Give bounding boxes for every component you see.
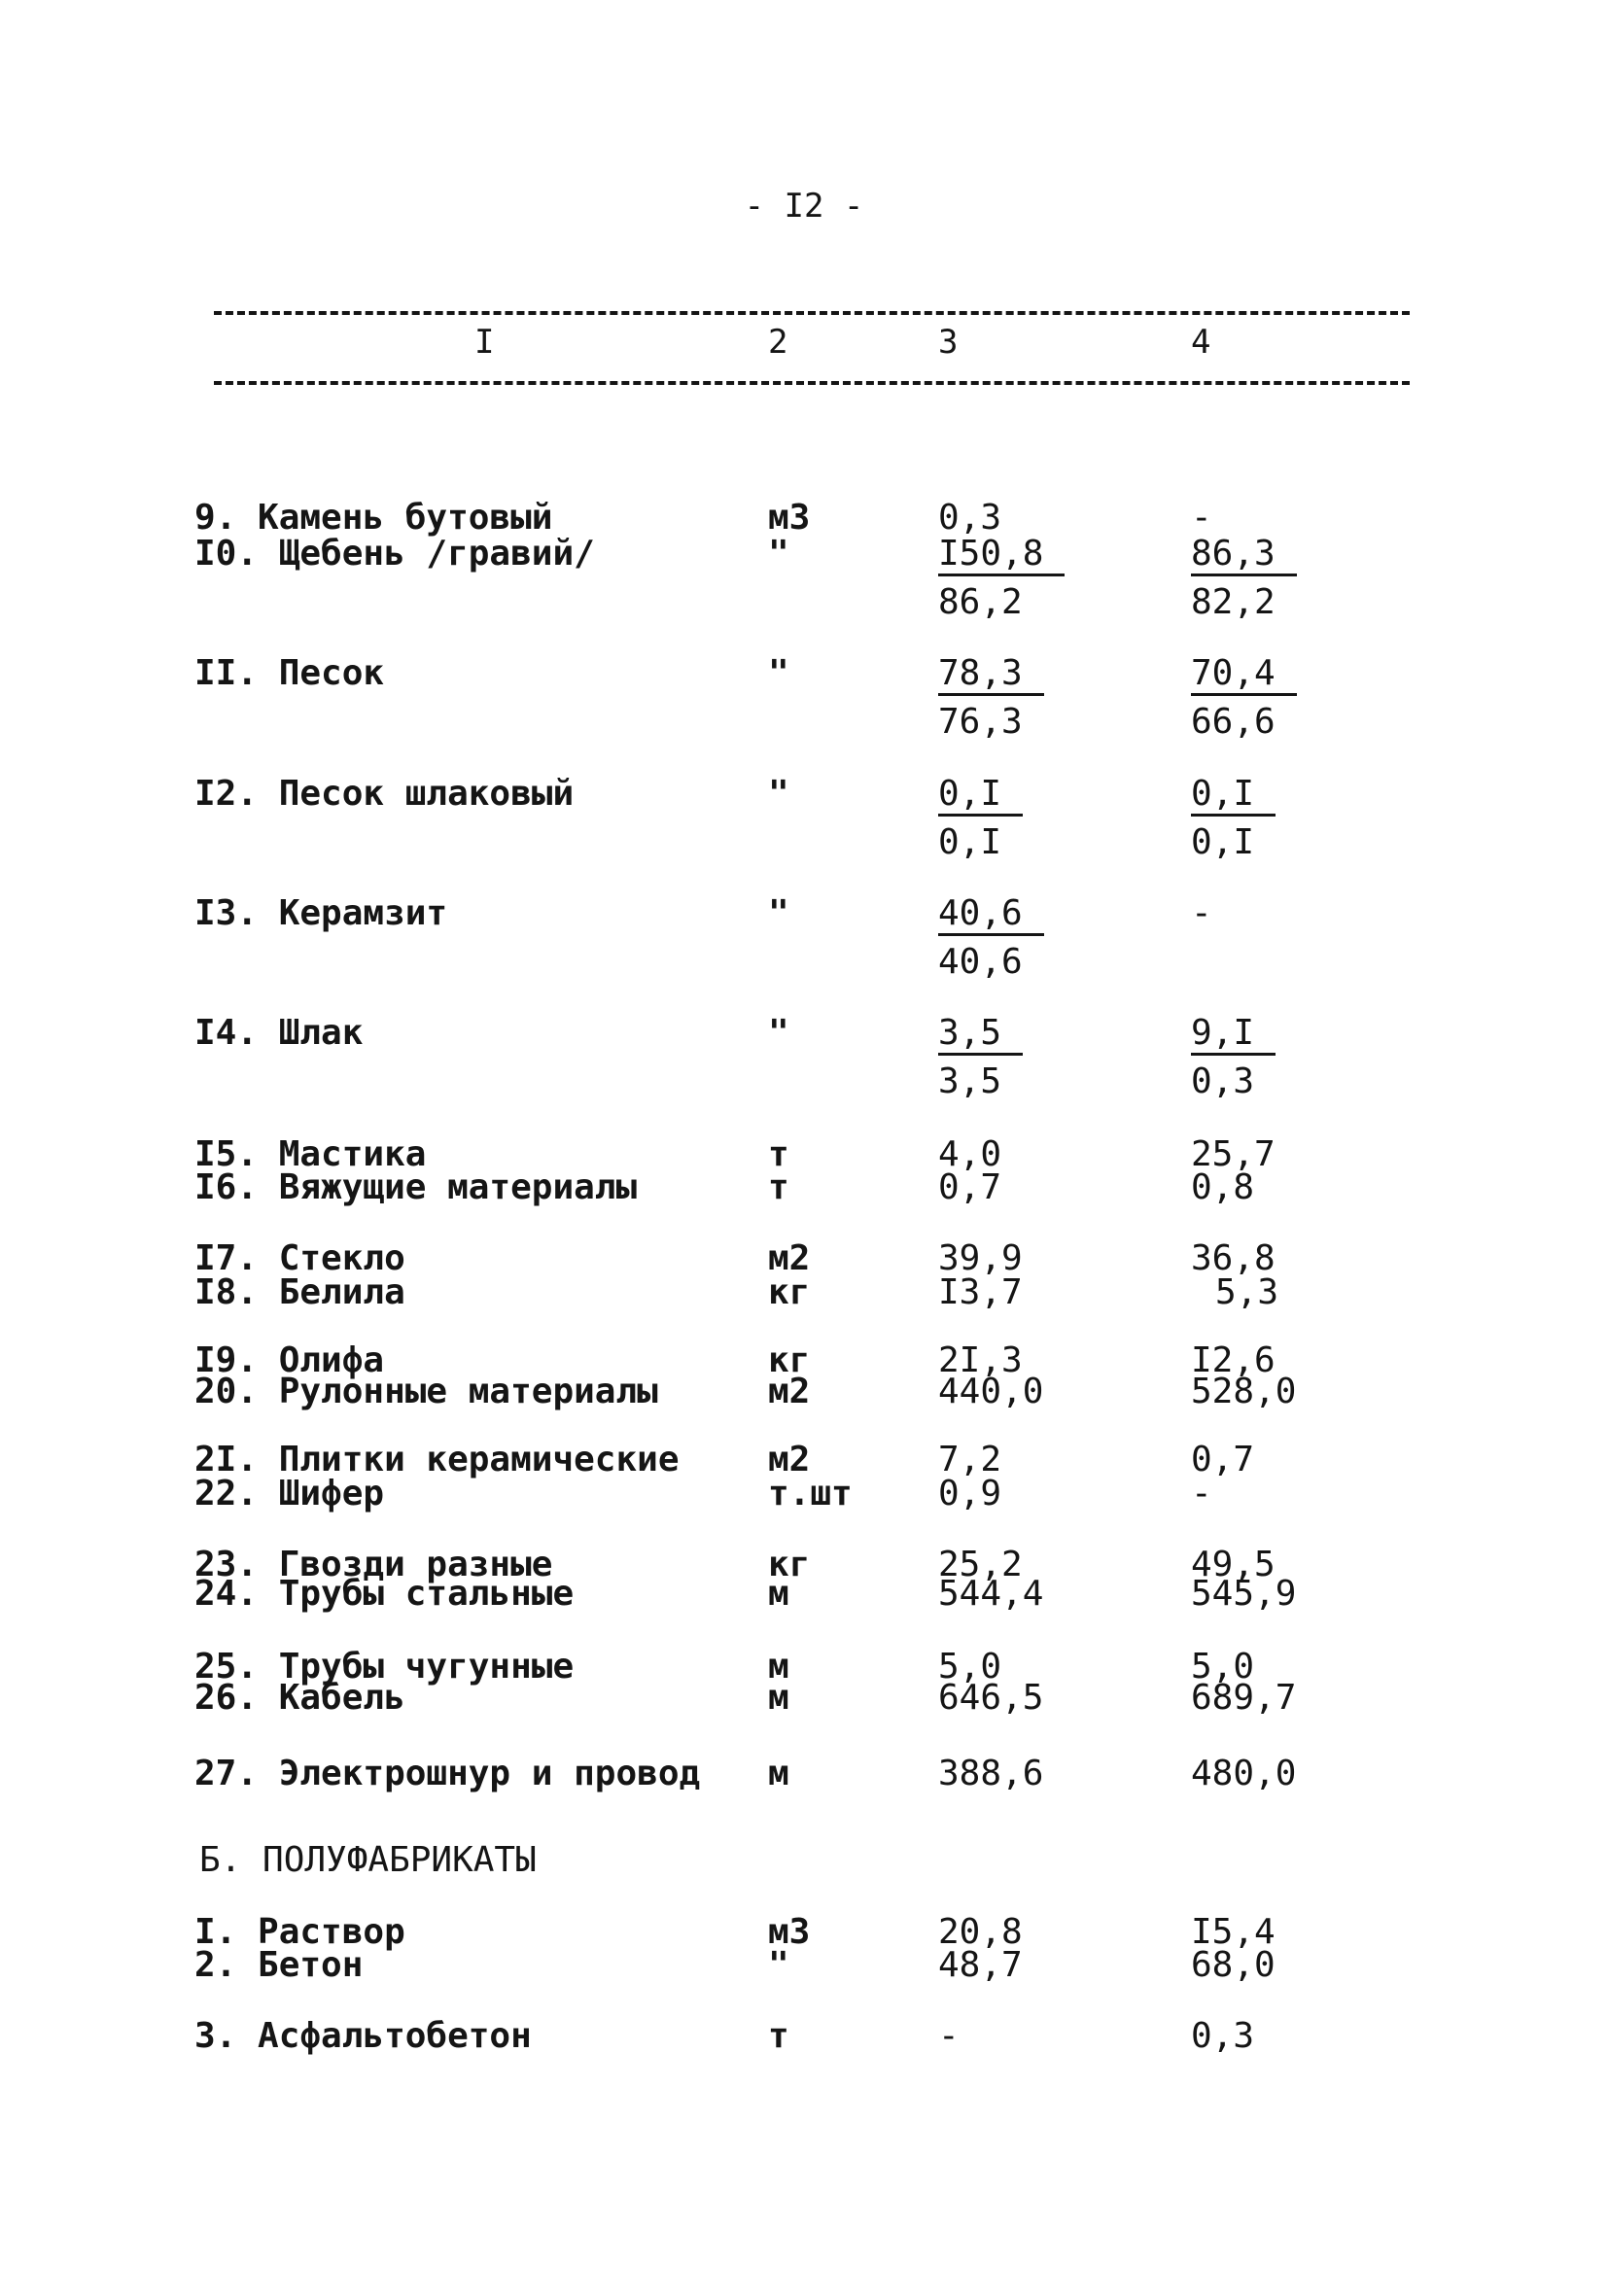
row-value-3: 440,0 <box>938 1372 1044 1411</box>
row-unit: кг <box>768 1272 811 1312</box>
row-value-3: I3,7 <box>938 1272 1023 1312</box>
row-unit: т <box>768 1134 789 1174</box>
fraction-denominator: 82,2 <box>1191 582 1276 622</box>
row-value-4: 5,3 <box>1215 1272 1279 1312</box>
header-divider-top <box>214 311 1410 315</box>
fraction-denominator: 3,5 <box>938 1061 1002 1101</box>
row-name: I. Раствор <box>194 1912 405 1952</box>
row-unit: м2 <box>768 1372 811 1411</box>
row-value-4: 68,0 <box>1191 1945 1276 1985</box>
fraction-denominator: 40,6 <box>938 942 1023 982</box>
row-value-4: 25,7 <box>1191 1134 1276 1174</box>
fraction-numerator: 0,I <box>938 775 1023 817</box>
row-unit: " <box>768 893 789 933</box>
fraction-denominator: 66,6 <box>1191 702 1276 742</box>
row-unit: " <box>768 774 789 814</box>
row-value-4: - <box>1191 498 1212 538</box>
section-title: Б. ПОЛУФАБРИКАТЫ <box>199 1840 537 1880</box>
row-value-3: 0,3 <box>938 498 1002 538</box>
row-unit: " <box>768 534 789 574</box>
header-divider-bottom <box>214 381 1410 385</box>
row-name: I2. Песок шлаковый <box>194 774 575 814</box>
fraction-denominator: 0,3 <box>1191 1061 1255 1101</box>
row-unit: " <box>768 653 789 693</box>
row-name: 25. Трубы чугунные <box>194 1647 575 1687</box>
row-name: 3. Асфальтобетон <box>194 2016 532 2056</box>
row-value-4: 0,7 <box>1191 1440 1255 1479</box>
fraction-denominator: 0,I <box>938 822 1002 862</box>
row-value-3: 2I,3 <box>938 1340 1023 1380</box>
column-header-2: 2 <box>768 323 788 362</box>
row-value-3: 388,6 <box>938 1754 1044 1793</box>
row-unit: " <box>768 1013 789 1053</box>
row-value-3: 5,0 <box>938 1647 1002 1687</box>
row-name: I7. Стекло <box>194 1238 405 1278</box>
row-value-4: 36,8 <box>1191 1238 1276 1278</box>
row-name: 2. Бетон <box>194 1945 364 1985</box>
row-name: I8. Белила <box>194 1272 405 1312</box>
fraction-denominator: 76,3 <box>938 702 1023 742</box>
row-unit: м <box>768 1647 789 1687</box>
row-unit: м3 <box>768 498 811 538</box>
row-value-4: I2,6 <box>1191 1340 1276 1380</box>
column-header-1: I <box>474 323 495 362</box>
row-value-3: 4,0 <box>938 1134 1002 1174</box>
row-value-3: 544,4 <box>938 1574 1044 1614</box>
row-name: I0. Щебень /гравий/ <box>194 534 595 574</box>
row-value-3: 39,9 <box>938 1238 1023 1278</box>
row-name: 27. Электрошнур и провод <box>194 1754 701 1793</box>
row-unit: т.шт <box>768 1474 853 1513</box>
row-unit: м <box>768 1678 789 1718</box>
row-name: 20. Рулонные материалы <box>194 1372 658 1411</box>
row-value-3: 25,2 <box>938 1545 1023 1584</box>
fraction-numerator: 0,I <box>1191 775 1276 817</box>
row-unit: м <box>768 1574 789 1614</box>
row-name: I5. Мастика <box>194 1134 427 1174</box>
row-unit: кг <box>768 1545 811 1584</box>
row-unit: м2 <box>768 1238 811 1278</box>
row-value-4: 689,7 <box>1191 1678 1297 1718</box>
fraction-denominator: 0,I <box>1191 822 1255 862</box>
row-value-3: 0,7 <box>938 1167 1002 1207</box>
row-value-4: 545,9 <box>1191 1574 1297 1614</box>
fraction-numerator: 9,I <box>1191 1014 1276 1056</box>
row-value-4: 0,8 <box>1191 1167 1255 1207</box>
row-unit: м2 <box>768 1440 811 1479</box>
row-unit: " <box>768 1945 789 1985</box>
row-value-3: 7,2 <box>938 1440 1002 1479</box>
row-name: II. Песок <box>194 653 385 693</box>
row-value-4: 5,0 <box>1191 1647 1255 1687</box>
row-value-4: - <box>1191 893 1212 933</box>
row-unit: кг <box>768 1340 811 1380</box>
row-unit: м <box>768 1754 789 1793</box>
row-name: I4. Шлак <box>194 1013 364 1053</box>
column-header-4: 4 <box>1191 323 1211 362</box>
row-value-3: - <box>938 2016 960 2056</box>
row-name: I3. Керамзит <box>194 893 448 933</box>
row-name: 24. Трубы стальные <box>194 1574 575 1614</box>
row-name: 9. Камень бутовый <box>194 498 553 538</box>
row-unit: т <box>768 2016 789 2056</box>
fraction-numerator: 70,4 <box>1191 654 1297 696</box>
row-unit: м3 <box>768 1912 811 1952</box>
fraction-numerator: 40,6 <box>938 894 1044 936</box>
row-value-3: 0,9 <box>938 1474 1002 1513</box>
row-name: 23. Гвозди разные <box>194 1545 553 1584</box>
row-name: 22. Шифер <box>194 1474 385 1513</box>
column-header-3: 3 <box>938 323 959 362</box>
row-value-4: - <box>1191 1474 1212 1513</box>
row-value-3: 20,8 <box>938 1912 1023 1952</box>
fraction-denominator: 86,2 <box>938 582 1023 622</box>
page-number: - I2 - <box>744 187 864 226</box>
row-value-4: 528,0 <box>1191 1372 1297 1411</box>
fraction-numerator: 78,3 <box>938 654 1044 696</box>
row-value-3: 48,7 <box>938 1945 1023 1985</box>
row-unit: т <box>768 1167 789 1207</box>
row-name: 2I. Плитки керамические <box>194 1440 680 1479</box>
row-name: I9. Олифа <box>194 1340 385 1380</box>
row-value-4: I5,4 <box>1191 1912 1276 1952</box>
row-value-4: 49,5 <box>1191 1545 1276 1584</box>
fraction-numerator: 3,5 <box>938 1014 1023 1056</box>
row-value-4: 480,0 <box>1191 1754 1297 1793</box>
row-value-3: 646,5 <box>938 1678 1044 1718</box>
row-name: I6. Вяжущие материалы <box>194 1167 638 1207</box>
row-name: 26. Кабель <box>194 1678 405 1718</box>
fraction-numerator: 86,3 <box>1191 535 1297 576</box>
fraction-numerator: I50,8 <box>938 535 1065 576</box>
row-value-4: 0,3 <box>1191 2016 1255 2056</box>
